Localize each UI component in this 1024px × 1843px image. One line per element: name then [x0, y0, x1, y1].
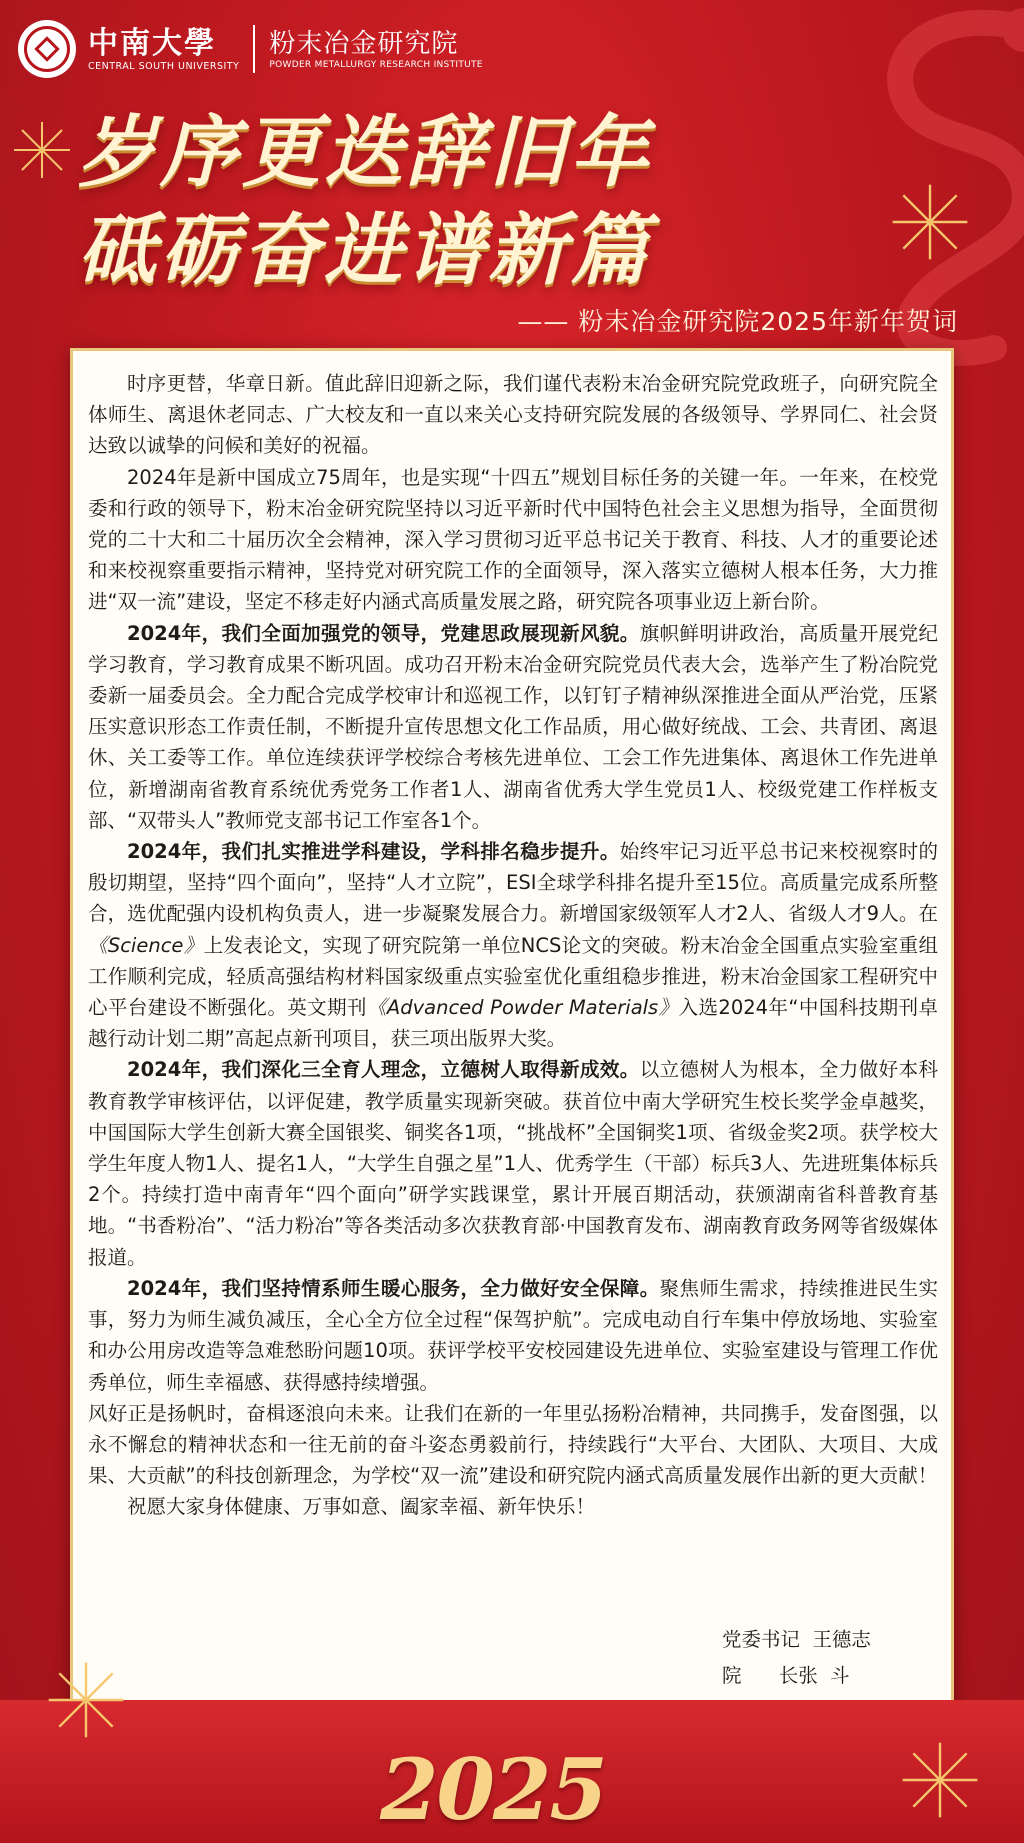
paragraph-party-building: 2024年，我们全面加强党的领导，党建思政展现新风貌。旗帜鲜明讲政治，高质量开展党纪学习教育，学习教育成果不断巩固。成功召开粉末冶金研究院党员代表大会，选举产生了粉冶院党委新一届委员会。全力配合完成学校审计和巡视工作，以钉钉子精神纵深推进全面从严治党，压紧压实意识形态工作责任制，不断提升宣传思想文化工作品质，用心做好统战、工会、共青团、离退休、关工委等工作。单位连续获评学校综合考核先进单位、工会工作先进集体、离退休工作先进单位，新增湖南省教育系统优秀党务工作者1人、湖南省优秀大学生党员1人、校级党建工作样板支部、“双带头人”教师党支部书记工作室各1个。 — [88, 621, 938, 832]
letter-body — [88, 368, 938, 1523]
journal-science: 《Science》 — [88, 933, 204, 957]
headline-line-1: 岁序更迭辞旧年 — [78, 108, 653, 198]
paragraph-lead: 2024年，我们坚持情系师生暖心服务，全力做好安全保障。 — [127, 1276, 660, 1300]
signature-dean: 院 长张 斗 — [722, 1664, 850, 1687]
paragraph-overview: 2024年是新中国成立75周年，也是实现“十四五”规划目标任务的关键一年。一年来，在校党委和行政的领导下，粉末冶金研究院坚持以习近平新时代中国特色社会主义思想为指导，全面贯彻党的二十大和二十届历次全会精神，深入学习贯彻习近平总书记关于教育、科技、人才的重要论述和来校视察重要指示精神，坚持党对研究院工作的全面领导，深入落实立德树人根本任务，大力推进“双一流”建设，坚定不移走好内涵式高质量发展之路，研究院各项事业迈上新台阶。 — [88, 465, 938, 614]
paragraph-discipline: 2024年，我们扎实推进学科建设，学科排名稳步提升。始终牢记习近平总书记来校视察时的殷切期望，坚持“四个面向”，坚持“人才立院”，ESI全球学科排名提升至15位。高质量完成系所整合，选优配强内设机构负责人，进一步凝聚发展合力。新增国家级领军人才2人、省级人才9人。在《Science》上发表论文，实现了研究院第一单位NCS论文的突破。粉末冶金全国重点实验室重组工作顺利完成，轻质高强结构材料国家级重点实验室优化重组稳步推进，粉末冶金国家工程研究中心平台建设不断强化。英文期刊《Advanced Powder Materials》入选2024年“中国科技期刊卓越行动计划二期”高起点新刊项目，获三项出版界大奖。 — [88, 840, 938, 1051]
firework-icon — [12, 120, 72, 180]
subtitle: —— 粉末冶金研究院2025年新年贺词 — [517, 307, 958, 336]
firework-icon — [890, 182, 970, 262]
paragraph-opening: 时序更替，华章日新。值此辞旧迎新之际，我们谨代表粉末冶金研究院党政班子，向研究院全体师生、离退休老同志、广大校友和一直以来关心支持研究院发展的各级领导、学界同仁、社会贤达致以诚挚的问候和美好的祝福。 — [88, 372, 938, 458]
paragraph-lead: 2024年，我们全面加强党的领导，党建思政展现新风貌。 — [127, 621, 640, 645]
journal-apm: 《Advanced Powder Materials》 — [366, 996, 679, 1020]
paragraph-lead: 2024年，我们深化三全育人理念，立德树人取得新成效。 — [127, 1058, 640, 1082]
institute-name-en: POWDER METALLURGY RESEARCH INSTITUTE — [269, 60, 483, 70]
paragraph-outlook: 风好正是扬帆时，奋楫逐浪向未来。让我们在新的一年里弘扬粉冶精神，共同携手，发奋图强，以永不懈怠的精神状态和一往无前的奋斗姿态勇毅前行，持续践行“大平台、大团队、大项目、大成果、大贡献”的科技创新理念，为学校“双一流”建设和研究院内涵式高质量发展作出新的更大贡献！ — [88, 1401, 938, 1488]
header-logo-bar — [18, 18, 483, 80]
institute-name — [269, 28, 482, 70]
university-name — [88, 27, 239, 72]
paragraph-service: 2024年，我们坚持情系师生暖心服务，全力做好安全保障。聚焦师生需求，持续推进民生实事，努力为师生减负减压，全心全方位全过程“保驾护航”。完成电动自行车集中停放场地、实验室和办公用房改造等急难愁盼问题10项。获评学校平安校园建设先进单位、实验室建设与管理工作优秀单位，师生幸福感、获得感持续增强。 — [88, 1276, 938, 1394]
headline-line-2: 砥砺奋进谱新篇 — [78, 206, 653, 296]
year-2025: 2025 — [380, 1740, 606, 1839]
university-seal-icon — [18, 20, 76, 78]
paragraph-education: 2024年，我们深化三全育人理念，立德树人取得新成效。以立德树人为根本，全力做好本科教育教学审核评估，以评促建，教学质量实现新突破。获首位中南大学研究生校长奖学金卓越奖，中国国际大学生创新大赛全国银奖、铜奖各1项，“挑战杯”全国铜奖1项、省级金奖2项。获学校大学生年度人物1人、提名1人，“大学生自强之星”1人、优秀学生（干部）标兵3人、先进班集体标兵2个。持续打造中南青年“四个面向”研学实践课堂，累计开展百期活动，获颁湖南省科普教育基地。“书香粉冶”、“活力粉冶”等各类活动多次获教育部·中国教育发布、湖南教育政务网等省级媒体报道。 — [88, 1058, 938, 1269]
paragraph-lead: 2024年，我们扎实推进学科建设，学科排名稳步提升。 — [127, 840, 620, 864]
university-name-cn: 中南大學 — [88, 25, 216, 61]
university-name-en: CENTRAL SOUTH UNIVERSITY — [88, 60, 240, 72]
paragraph-wishes: 祝愿大家身体健康、万事如意、阖家幸福、新年快乐！ — [127, 1495, 596, 1519]
signature-party-secretary: 党委书记 王德志 — [722, 1628, 871, 1651]
firework-icon — [900, 1740, 980, 1820]
header-divider — [253, 25, 255, 73]
firework-icon — [46, 1660, 126, 1740]
institute-name-cn: 粉末冶金研究院 — [269, 29, 459, 59]
